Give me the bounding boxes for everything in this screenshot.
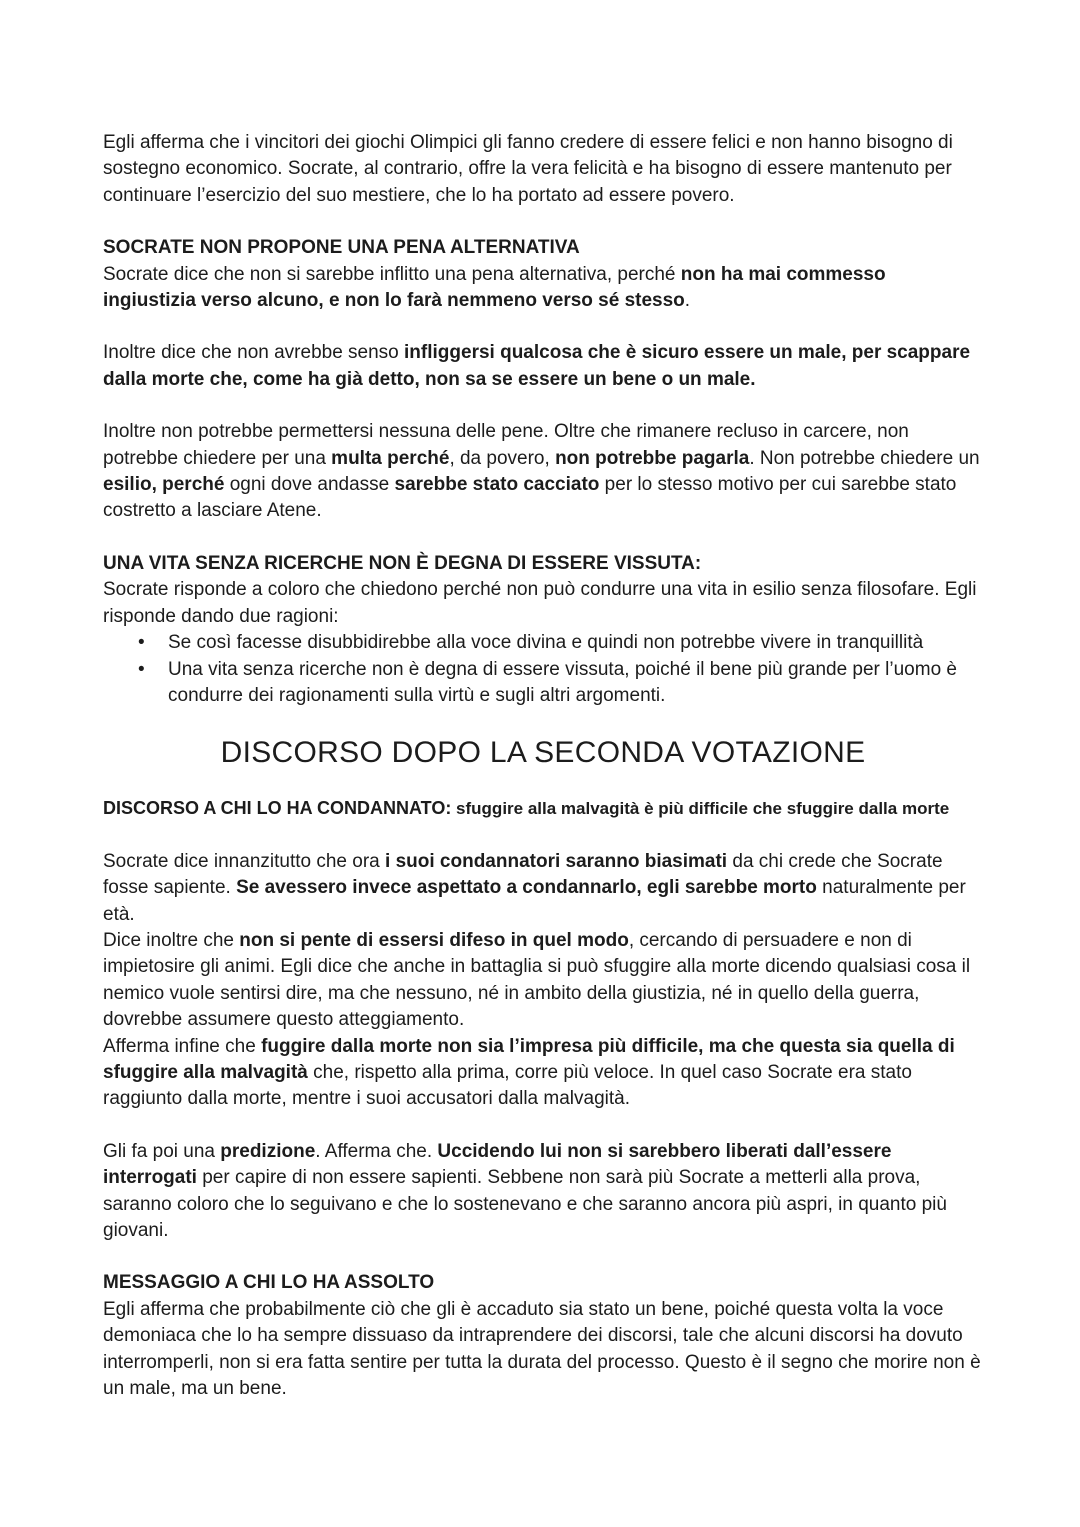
heading-to-condemners: DISCORSO A CHI LO HA CONDANNATO: sfuggire alla malvagità è più difficile che sfuggire dalla morte: [103, 798, 950, 819]
paragraph-penalties: Inoltre non potrebbe permettersi nessuna delle pene. Oltre che rimanere recluso in carcere, non potrebbe chiedere per una multa perché, da povero, non potrebbe pagarla. Non potrebbe chiedere un esilio, perché ogni dove andasse sarebbe stato cacciato per lo stesso motivo per cui sarebbe stato costretto a lasciare Atene.: [103, 421, 980, 522]
paragraph-two-reasons: Socrate risponde a coloro che chiedono perché non può condurre una vita in esilio senza filosofare. Egli risponde dando due ragioni:: [103, 579, 977, 627]
section-title: DISCORSO DOPO LA SECONDA VOTAZIONE: [220, 736, 866, 770]
list-item: • Se così facesse disubbidirebbe alla voce divina e quindi non potrebbe vivere in tranquillità: [168, 630, 983, 656]
paragraph-death-good: Egli afferma che probabilmente ciò che gli è accaduto sia stato un bene, poiché questa volta la voce demoniaca che lo ha sempre dissuaso da intraprendere dei discorsi, tale che alcuni discorsi ha dovuto interromperli, non si era fatta sentire per tutta la durata del processo. Questo è il segno che morire non è un male, ma un bene.: [103, 1298, 981, 1400]
paragraph-condemners-blamed: Socrate dice innanzitutto che ora i suoi condannatori saranno biasimati da chi crede che Socrate fosse sapiente. Se avessero invece aspettato a condannarlo, egli sarebbe morto naturalmente per età.: [103, 850, 966, 925]
document-body: [103, 130, 983, 1402]
heading-to-acquitters: MESSAGGIO A CHI LO HA ASSOLTO: [103, 1272, 435, 1294]
paragraph-no-regret: Dice inoltre che non si pente di essersi difeso in quel modo, cercando di persuadere e non di impietosire gli animi. Egli dice che anche in battaglia si può sfuggire alla morte dicendo qualsiasi cosa il nemico vuole sentirsi dire, ma che nessuno, né in ambito della giustizia, né in quello della guerra, dovrebbe assumere questo atteggiamento.: [103, 929, 971, 1031]
paragraph-no-penalty: Socrate dice che non si sarebbe inflitto una pena alternativa, perché non ha mai commesso ingiustizia verso alcuno, e non lo farà nemmeno verso sé stesso.: [103, 263, 886, 312]
paragraph-prediction: Gli fa poi una predizione. Afferma che. Uccidendo lui non si sarebbero liberati dall’essere interrogati per capire di non essere sapienti. Sebbene non sarà più Socrate a metterli alla prova, saranno coloro che lo seguivano e che lo sostenevano e che saranno ancora più aspri, in quanto più giovani.: [103, 1140, 947, 1241]
heading-no-alternative-penalty: SOCRATE NON PROPONE UNA PENA ALTERNATIVA: [103, 237, 580, 259]
paragraph-no-sense: Inoltre dice che non avrebbe senso infliggersi qualcosa che è sicuro essere un male, per scappare dalla morte che, come ha già detto, non sa se essere un bene o un male.: [103, 342, 971, 390]
heading-life-without-inquiry: UNA VITA SENZA RICERCHE NON È DEGNA DI ESSERE VISSUTA:: [103, 552, 702, 574]
list-item: • Una vita senza ricerche non è degna di essere vissuta, poiché il bene più grande per l’uomo è condurre dei ragionamenti sulla virtù e sugli altri argomenti.: [168, 657, 983, 710]
paragraph-olympic-winners: Egli afferma che i vincitori dei giochi Olimpici gli fanno credere di essere felici e non hanno bisogno di sostegno economico. Socrate, al contrario, offre la vera felicità e ha bisogno di essere mantenuto per continuare l’esercizio del suo mestiere, che lo ha portato ad essere povero.: [103, 132, 953, 206]
paragraph-escape-wickedness: Afferma infine che fuggire dalla morte non sia l’impresa più difficile, ma che questa sia quella di sfuggire alla malvagità che, rispetto alla prima, corre più veloce. In quel caso Socrate era stato raggiunto dalla morte, mentre i suoi accusatori dalla malvagità.: [103, 1035, 955, 1110]
reasons-list: [103, 630, 983, 709]
